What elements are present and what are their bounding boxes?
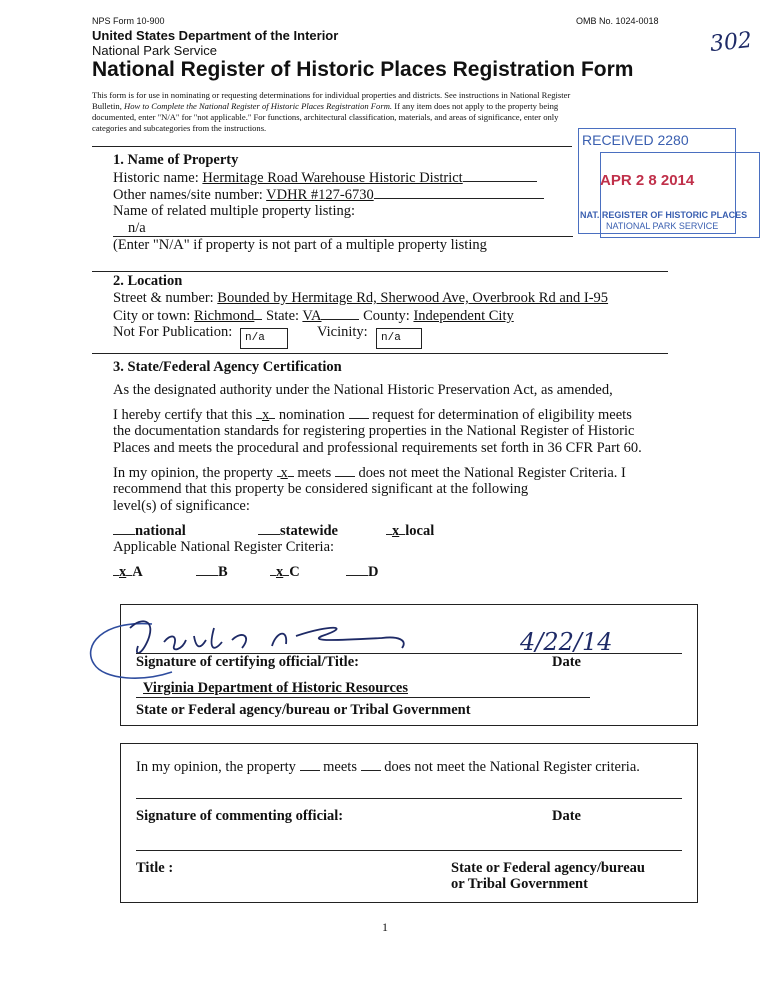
vicinity-label: Vicinity: bbox=[317, 324, 368, 340]
instructions-line-1: This form is for use in nominating or requesting determinations for individual properties and districts. See instructions in National Register bbox=[92, 90, 571, 100]
other-names-row: Other names/site number: VDHR #127-6730 bbox=[113, 186, 544, 204]
certifying-date-label: Date bbox=[552, 654, 581, 670]
historic-name-row: Historic name: Hermitage Road Warehouse Historic District bbox=[113, 169, 537, 187]
vicinity-field[interactable]: n/a bbox=[376, 328, 422, 349]
opinion-line-2: recommend that this property be considered significant at the following bbox=[113, 481, 529, 497]
level-national: national bbox=[113, 522, 186, 540]
county-value: Independent City bbox=[413, 308, 514, 324]
commenting-opinion-text: In my opinion, the property meets does not meet the National Register criteria. bbox=[136, 759, 640, 775]
instructions-line-3: documented, enter "N/A" for "not applicable." For functions, architectural classification, materials, and areas of significance, enter only bbox=[92, 112, 559, 122]
street-value: Bounded by Hermitage Rd, Sherwood Ave, Overbrook Rd and I-95 bbox=[217, 290, 609, 306]
city-row: City or town: Richmond State: VA County: Independent City bbox=[113, 308, 514, 324]
certifying-signature-label: Signature of certifying official/Title: bbox=[136, 654, 359, 670]
page-number: 1 bbox=[382, 920, 388, 934]
certify-line-2: the documentation standards for registering properties in the National Register of Historic bbox=[113, 423, 635, 439]
certification-authority-text: As the designated authority under the National Historic Preservation Act, as amended, bbox=[113, 382, 613, 398]
related-listing-note: (Enter "N/A" if property is not part of a multiple property listing bbox=[113, 237, 487, 253]
meets-mark: x bbox=[280, 465, 288, 481]
commenting-agency-label-1: State or Federal agency/bureau bbox=[451, 860, 645, 876]
service-name: National Park Service bbox=[92, 43, 217, 58]
certifying-date-value: 4/22/14 bbox=[520, 628, 613, 656]
state-value: VA bbox=[302, 308, 322, 324]
certify-line-1: I hereby certify that this x nomination request for determination of eligibility meets bbox=[113, 407, 632, 423]
other-names-value: VDHR #127-6730 bbox=[266, 187, 374, 203]
city-value: Richmond bbox=[193, 308, 255, 324]
commenting-title-label: Title : bbox=[136, 860, 174, 876]
commenting-agency-label-2: or Tribal Government bbox=[451, 876, 588, 892]
certify-line-3: Places and meets the procedural and professional requirements set forth in 36 CFR Part 60. bbox=[113, 440, 642, 456]
certifying-agency-label: State or Federal agency/bureau or Tribal Government bbox=[136, 702, 471, 718]
criterion-a: x A bbox=[113, 563, 143, 581]
criteria-label: Applicable National Register Criteria: bbox=[113, 539, 335, 555]
received-stamp bbox=[578, 128, 762, 248]
stamp-park-service: NATIONAL PARK SERVICE bbox=[606, 221, 719, 231]
certifying-agency-value: Virginia Department of Historic Resources bbox=[143, 680, 408, 696]
opinion-line-3: level(s) of significance: bbox=[113, 498, 250, 514]
handwritten-number: 302 bbox=[708, 27, 754, 58]
signature-image bbox=[82, 606, 422, 688]
related-listing-label: Name of related multiple property listing: bbox=[113, 203, 356, 219]
not-for-publication-label: Not For Publication: bbox=[113, 324, 233, 340]
level-local: x local bbox=[386, 522, 434, 540]
level-statewide: statewide bbox=[258, 522, 338, 540]
section-1-heading: 1. Name of Property bbox=[113, 152, 239, 168]
department-name: United States Department of the Interior bbox=[92, 28, 339, 43]
section-2-heading: 2. Location bbox=[113, 273, 183, 289]
stamp-date: APR 2 8 2014 bbox=[600, 172, 695, 189]
street-row: Street & number: Bounded by Hermitage Rd, Sherwood Ave, Overbrook Rd and I-95 bbox=[113, 290, 609, 306]
commenting-date-label: Date bbox=[552, 808, 581, 824]
instructions-line-4: categories and subcategories from the instructions. bbox=[92, 123, 267, 133]
form-number: NPS Form 10-900 bbox=[92, 16, 165, 26]
criterion-b: B bbox=[196, 563, 228, 581]
commenting-signature-label: Signature of commenting official: bbox=[136, 808, 344, 824]
stamp-register: NAT. REGISTER OF HISTORIC PLACES bbox=[580, 210, 748, 220]
stamp-received: RECEIVED 2280 bbox=[582, 132, 689, 148]
nomination-mark: x bbox=[261, 407, 270, 423]
instructions-line-2: Bulletin, How to Complete the National Register of Historic Places Registration Form. If any item does not apply to the property being bbox=[92, 101, 559, 111]
omb-number: OMB No. 1024-0018 bbox=[576, 16, 659, 26]
historic-name-value: Hermitage Road Warehouse Historic District bbox=[202, 170, 463, 186]
section-3-heading: 3. State/Federal Agency Certification bbox=[113, 359, 342, 375]
criterion-d: D bbox=[346, 563, 378, 581]
criterion-c: x C bbox=[270, 563, 300, 581]
opinion-line-1: In my opinion, the property x meets does not meet the National Register Criteria. I bbox=[113, 465, 626, 481]
related-listing-value: n/a bbox=[128, 220, 146, 236]
form-title: National Register of Historic Places Registration Form bbox=[92, 58, 634, 81]
not-for-publication-field[interactable]: n/a bbox=[240, 328, 288, 349]
